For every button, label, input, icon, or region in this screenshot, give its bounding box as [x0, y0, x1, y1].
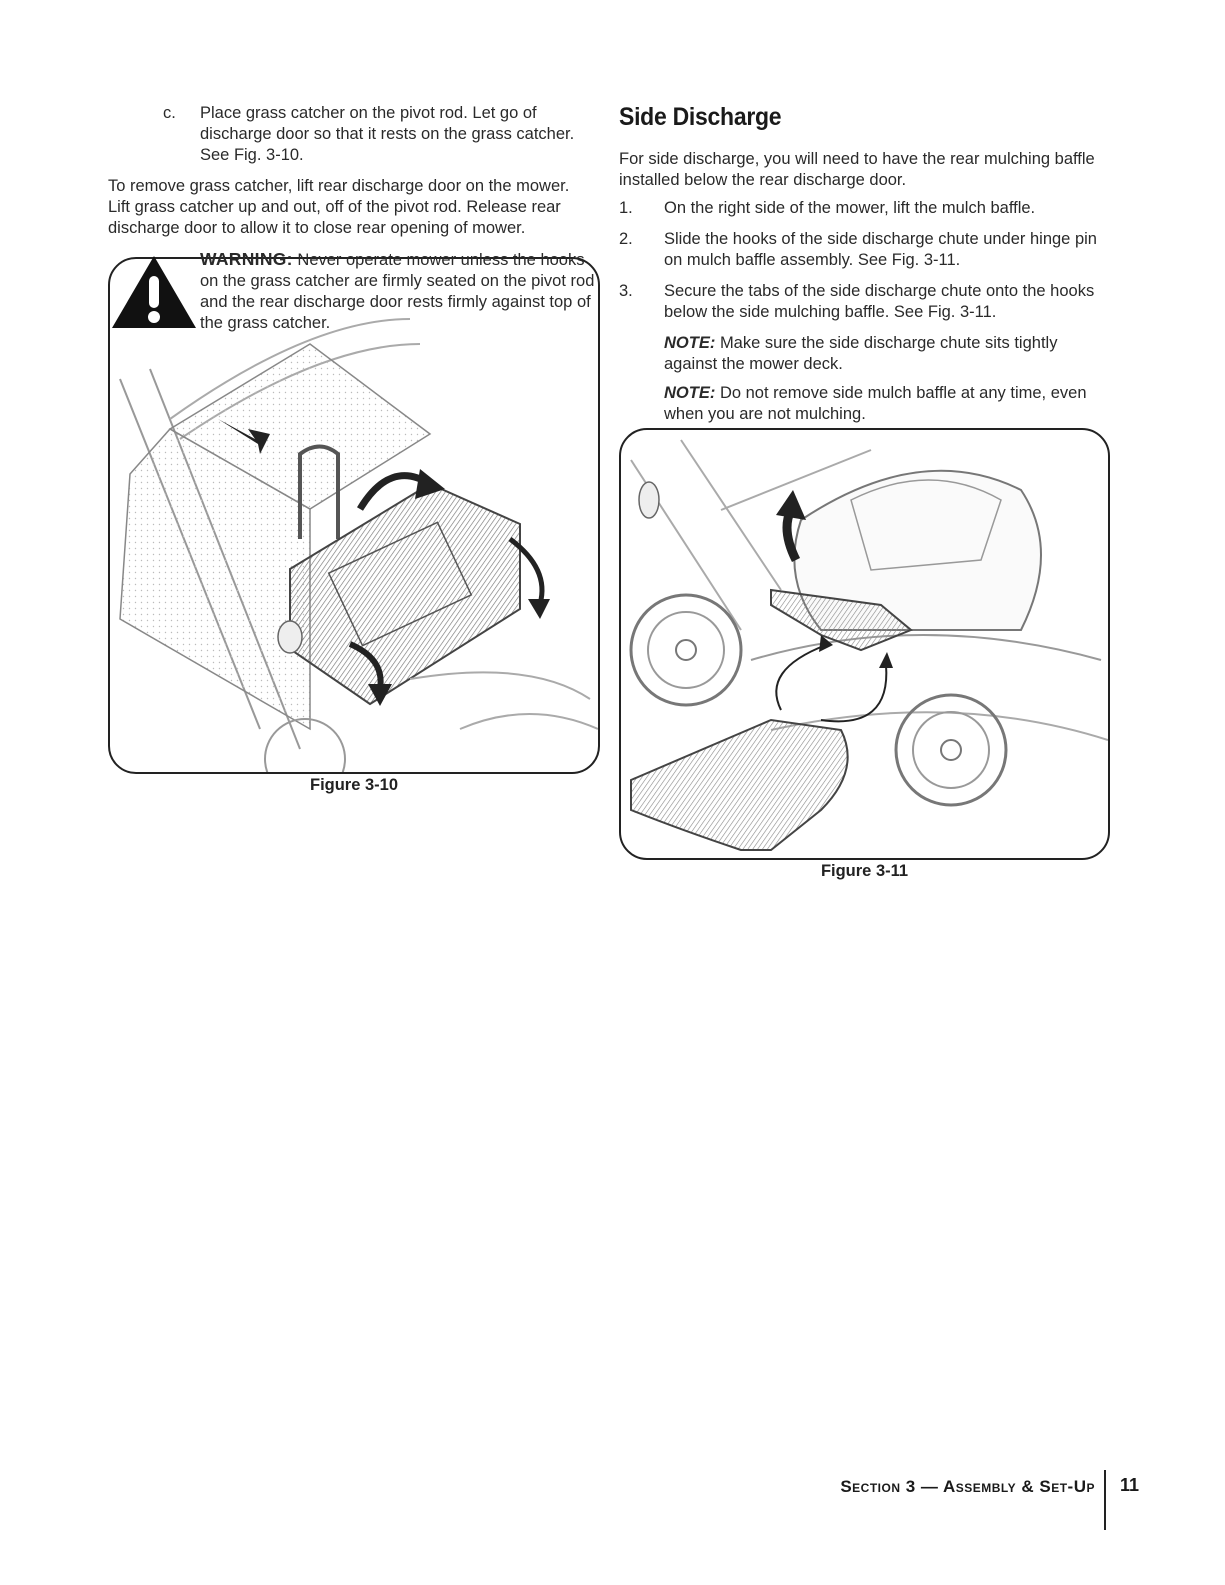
figure-3-11-caption: Figure 3-11 — [820, 862, 909, 880]
note-text: Do not remove side mulch baffle at any time, even when you are not mulching. — [664, 384, 1087, 423]
step-text: Secure the tabs of the side discharge chute onto the hooks below the side mulching baffle. See Fig. 3-11. — [664, 282, 1095, 321]
step-number: 2. — [619, 230, 633, 248]
steps-list — [619, 198, 1109, 433]
note-text: Make sure the side discharge chute sits tightly against the mower deck. — [664, 334, 1058, 373]
step-c-text: Place grass catcher on the pivot rod. Let go of discharge door so that it rests on the grass catcher. See Fig. 3-10. — [200, 104, 575, 164]
warning-text: Never operate mower unless the hooks on the grass catcher are firmly seated on the pivot rod and the rear discharge door rests firmly against top of the grass catcher. — [200, 251, 595, 332]
step-1 — [619, 198, 1109, 219]
figure-3-10 — [108, 257, 600, 774]
note-2 — [619, 383, 1109, 425]
figure-3-11-illustration — [621, 430, 1108, 858]
note-1 — [619, 333, 1109, 375]
remove-catcher-paragraph: To remove grass catcher, lift rear discharge door on the mower. Lift grass catcher up and out, off of the pivot rod. Release rear discharge door to allow it to close rear opening of mower. — [108, 177, 570, 237]
figure-3-10-caption: Figure 3-10 — [309, 776, 399, 794]
step-c — [163, 103, 583, 166]
figure-3-10-illustration — [110, 259, 598, 772]
footer-divider — [1104, 1470, 1106, 1530]
note-label: NOTE: — [664, 334, 716, 352]
warning-triangle-icon — [108, 252, 200, 332]
intro-paragraph: For side discharge, you will need to have the rear mulching baffle installed below the rear discharge door. — [619, 150, 1095, 189]
warning-label: WARNING: — [200, 249, 293, 269]
step-text: Slide the hooks of the side discharge chute under hinge pin on mulch baffle assembly. See Fig. 3-11. — [664, 230, 1097, 269]
page-number: 11 — [1120, 1475, 1140, 1495]
step-number: 3. — [619, 282, 633, 300]
step-2 — [619, 229, 1109, 271]
step-number: 1. — [619, 199, 633, 217]
figure-3-11 — [619, 428, 1110, 860]
step-3 — [619, 281, 1109, 323]
section-heading: Side Discharge — [619, 103, 782, 131]
footer-section-title: Section 3 — Assembly & Set-Up — [840, 1477, 1095, 1496]
step-c-marker: c. — [163, 104, 176, 122]
step-text: On the right side of the mower, lift the mulch baffle. — [664, 199, 1036, 217]
warning-block — [200, 249, 600, 334]
note-label: NOTE: — [664, 384, 716, 402]
